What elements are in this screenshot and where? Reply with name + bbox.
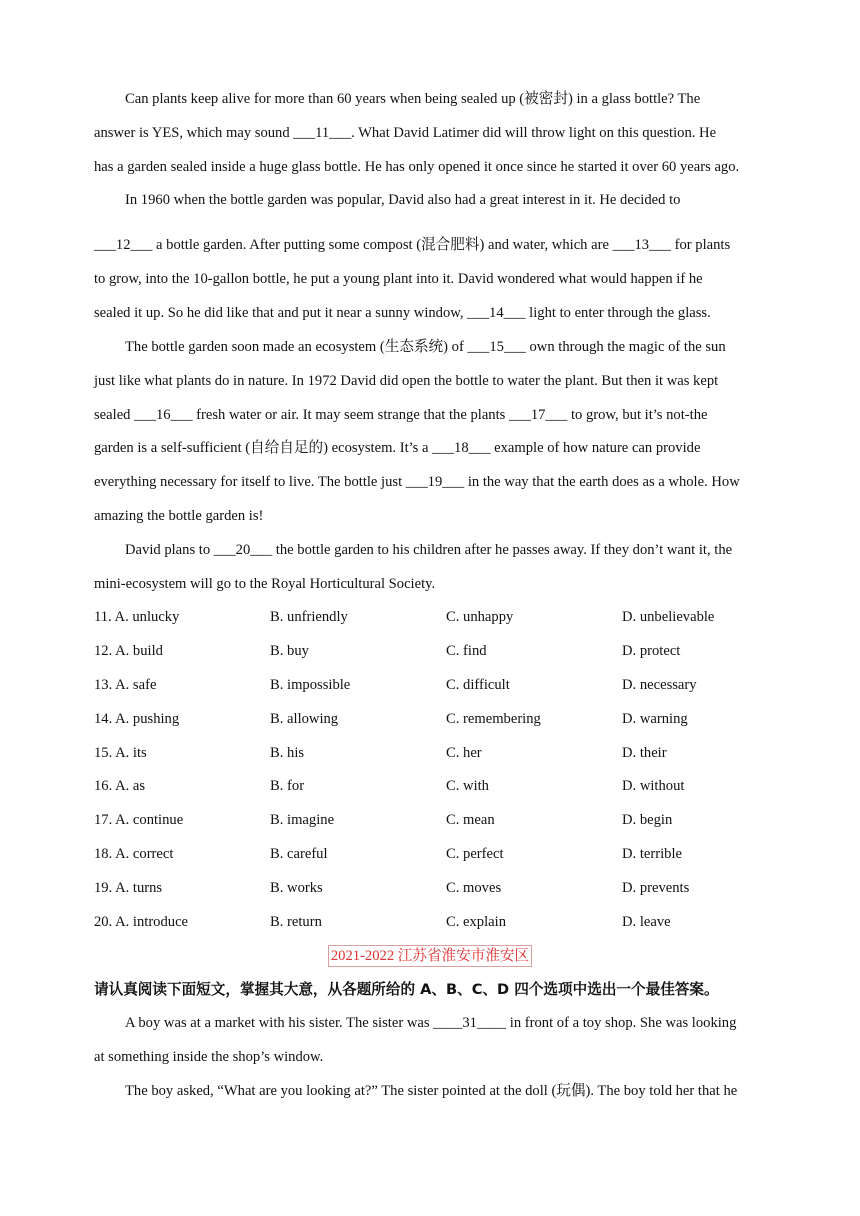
option-a: 12. A. build (94, 643, 163, 659)
option-b: B. buy (270, 643, 309, 659)
option-d: D. terrible (622, 846, 682, 862)
option-a: 14. A. pushing (94, 711, 180, 727)
option-d: D. their (622, 745, 667, 761)
option-d: D. without (622, 778, 685, 794)
passage-line: just like what plants do in nature. In 1972 David did open the bottle to water the plant. But then it was kept (94, 373, 719, 389)
question-options-16 (94, 776, 794, 796)
passage-line: Can plants keep alive for more than 60 years when being sealed up (被密封) in a glass bottle? The (125, 91, 701, 107)
option-c: C. explain (446, 914, 506, 930)
question-options-13 (94, 675, 794, 695)
option-a: 17. A. continue (94, 812, 184, 828)
source-label: 2021-2022 江苏省淮安市淮安区 (328, 945, 532, 967)
option-a: 15. A. its (94, 745, 147, 761)
option-d: D. unbelievable (622, 609, 715, 625)
option-a: 11. A. unlucky (94, 609, 180, 625)
option-d: D. warning (622, 711, 688, 727)
option-b: B. careful (270, 846, 328, 862)
option-c: C. moves (446, 880, 502, 896)
option-a: 13. A. safe (94, 677, 157, 693)
option-d: D. begin (622, 812, 673, 828)
option-c: C. her (446, 745, 482, 761)
option-a: 16. A. as (94, 778, 146, 794)
option-b: B. unfriendly (270, 609, 348, 625)
option-d: D. prevents (622, 880, 690, 896)
question-options-15 (94, 743, 794, 763)
question-options-17 (94, 810, 794, 830)
question-options-11 (94, 607, 794, 627)
passage-line: has a garden sealed inside a huge glass bottle. He has only opened it once since he started it over 60 years ago. (94, 159, 740, 175)
option-a: 18. A. correct (94, 846, 174, 862)
option-b: B. impossible (270, 677, 351, 693)
passage-line: A boy was at a market with his sister. The sister was ____31____ in front of a toy shop. She was looking (125, 1015, 737, 1031)
question-options-18 (94, 844, 794, 864)
option-c: C. with (446, 778, 489, 794)
question-options-20 (94, 912, 794, 932)
question-options-19 (94, 878, 794, 898)
passage-line: amazing the bottle garden is! (94, 508, 264, 524)
passage-line: mini-ecosystem will go to the Royal Horticultural Society. (94, 576, 436, 592)
instruction-text: 请认真阅读下面短文，掌握其大意，从各题所给的 A、B、C、D 四个选项中选出一个最佳答案。 (94, 981, 719, 998)
option-c: C. remembering (446, 711, 541, 727)
passage-line: everything necessary for itself to live. The bottle just ___19___ in the way that the earth does as a whole. How (94, 474, 740, 490)
source-label-row (0, 945, 860, 967)
option-d: D. leave (622, 914, 671, 930)
option-a: 19. A. turns (94, 880, 163, 896)
option-b: B. his (270, 745, 305, 761)
passage-line: ___12___ a bottle garden. After putting some compost (混合肥料) and water, which are ___13___ for plants (94, 237, 731, 253)
option-b: B. works (270, 880, 323, 896)
passage-line: at something inside the shop’s window. (94, 1049, 324, 1065)
option-d: D. necessary (622, 677, 697, 693)
passage-line: to grow, into the 10-gallon bottle, he put a young plant into it. David wondered what would happen if he (94, 271, 703, 287)
passage-line: answer is YES, which may sound ___11___. What David Latimer did will throw light on this question. He (94, 125, 717, 141)
option-b: B. imagine (270, 812, 335, 828)
question-options-12 (94, 641, 794, 661)
passage-line: The boy asked, “What are you looking at?” The sister pointed at the doll (玩偶). The boy told her that he (125, 1083, 738, 1099)
option-b: B. for (270, 778, 305, 794)
passage-line: The bottle garden soon made an ecosystem (生态系统) of ___15___ own through the magic of the sun (125, 339, 726, 355)
passage-line: In 1960 when the bottle garden was popular, David also had a great interest in it. He decided to (125, 192, 681, 208)
question-options-14 (94, 709, 794, 729)
passage-line: sealed ___16___ fresh water or air. It may seem strange that the plants ___17___ to grow, but it’s not-the (94, 407, 708, 423)
passage-line: sealed it up. So he did like that and put it near a sunny window, ___14___ light to enter through the glass. (94, 305, 711, 321)
option-c: C. find (446, 643, 487, 659)
passage-line: David plans to ___20___ the bottle garden to his children after he passes away. If they don’t want it, the (125, 542, 733, 558)
option-b: B. return (270, 914, 322, 930)
option-c: C. perfect (446, 846, 504, 862)
option-c: C. unhappy (446, 609, 514, 625)
option-c: C. difficult (446, 677, 510, 693)
option-c: C. mean (446, 812, 495, 828)
option-d: D. protect (622, 643, 681, 659)
option-b: B. allowing (270, 711, 339, 727)
passage-line: garden is a self-sufficient (自给自足的) ecosystem. It’s a ___18___ example of how nature can provide (94, 440, 701, 456)
option-a: 20. A. introduce (94, 914, 189, 930)
